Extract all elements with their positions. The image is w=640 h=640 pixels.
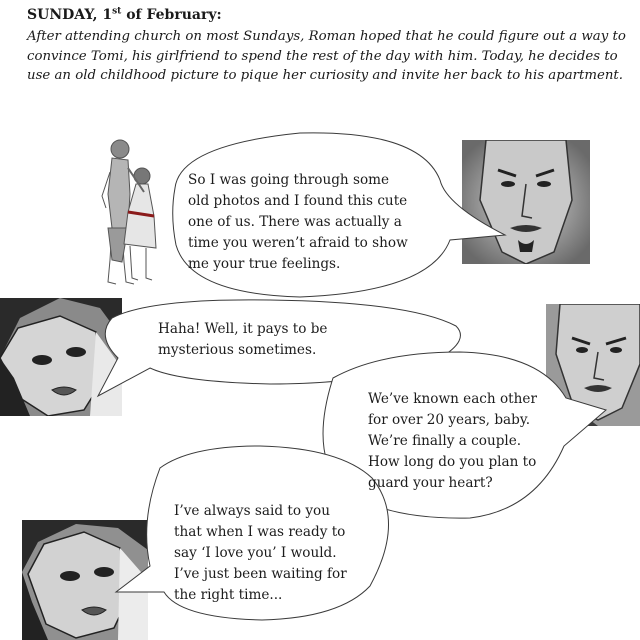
day-label: SUNDAY, 1: [27, 7, 113, 23]
dialogue-text-1: So I was going through some old photos and I found this cute one of us. There was actually a time you weren’t afraid to show me your true feelings.: [188, 172, 408, 272]
day-suffix: st: [112, 6, 122, 17]
month-label: of February: [121, 7, 217, 23]
dialogue-text-2: Haha! Well, it pays to be mysterious sometimes.: [158, 321, 328, 358]
intro-caption: After attending church on most Sundays, Roman hoped that he could figure out a way to convince Tomi, his girlfriend to spend the rest of the day with him. Today, he decides to use an old childhood picture to pique her curiosity and invite her back to his apartment.: [27, 29, 626, 83]
day-title: SUNDAY, 1st of February:: [27, 6, 222, 23]
dialogue-text-3: We’ve known each other for over 20 years, baby. We’re finally a couple. How long do you plan to guard your heart?: [368, 391, 537, 491]
dialogue-text-4: I’ve always said to you that when I was ready to say ‘I love you’ I would. I’ve just been waiting for the right time...: [174, 503, 347, 603]
